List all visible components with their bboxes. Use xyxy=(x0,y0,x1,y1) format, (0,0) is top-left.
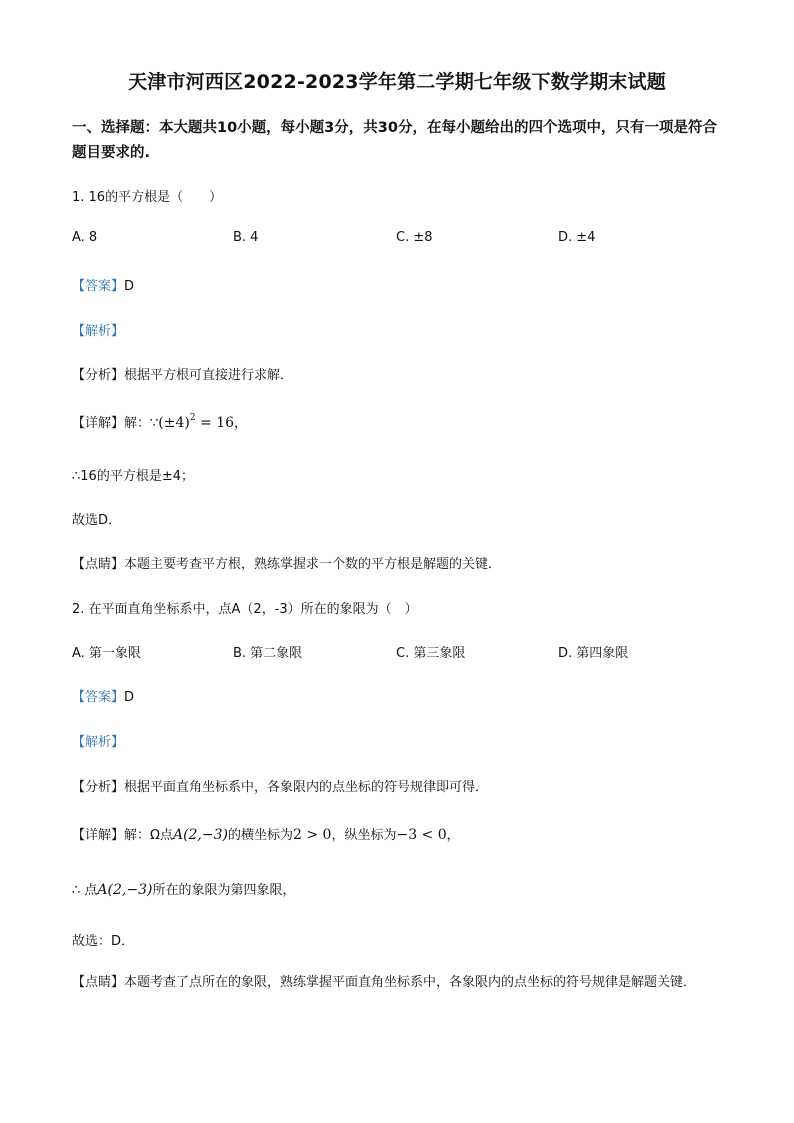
q1-fenxi xyxy=(72,364,293,383)
q2-xiangjie-tag: 【详解】 xyxy=(72,828,125,843)
question-2-stem: 2. 在平面直角坐标系中，点A（2，-3）所在的象限为（ ） xyxy=(72,602,418,617)
q1-fenxi-tag: 【分析】 xyxy=(72,368,125,383)
question-1-stem: 1. 16的平方根是（ ） xyxy=(72,190,223,205)
q2-therefore xyxy=(72,879,295,898)
exam-title: 天津市河西区2022-2023学年第二学期七年级下数学期末试题 xyxy=(128,71,666,93)
q2-dianjing-text: 本题考查了点所在的象限，熟练掌握平面直角坐标系中，各象限内的点坐标的符号规律是解题关键． xyxy=(124,975,697,990)
q1-option-d: D. ±4 xyxy=(558,230,596,245)
q1-choose: 故选D． xyxy=(72,513,122,528)
q2-analysis-tag xyxy=(72,731,124,750)
q2-option-b: B. 第二象限 xyxy=(233,646,303,661)
q2-xiangjie-mid2: ，纵坐标为 xyxy=(331,828,397,843)
q2-therefore-post: 所在的象限为第四象限， xyxy=(152,883,296,898)
q2-dianjing-tag: 【点睛】 xyxy=(72,975,125,990)
q1-answer-value: D xyxy=(124,279,135,294)
q2-choose: 故选：D． xyxy=(72,934,135,949)
q2-xiangjie-pre: 解：Ω点 xyxy=(124,828,173,843)
q2-answer-tag: 【答案】 xyxy=(72,690,125,705)
q2-option-a: A. 第一象限 xyxy=(72,646,141,661)
q1-dianjing xyxy=(72,553,501,572)
q2-option-d: D. 第四象限 xyxy=(558,646,629,661)
q1-xiangjie-end: ， xyxy=(234,416,248,431)
q1-xiangjie-tag: 【详解】 xyxy=(72,416,125,431)
q1-dianjing-text: 本题主要考查平方根，熟练掌握求一个数的平方根是解题的关键． xyxy=(124,557,502,572)
q1-xiangjie-exp: 2 xyxy=(189,413,196,423)
q2-xiangjie-mid1: 的横坐标为 xyxy=(227,828,293,843)
q2-xiangjie-end: ， xyxy=(446,828,460,843)
q1-option-a: A. 8 xyxy=(72,230,98,245)
q2-answer xyxy=(72,686,134,705)
q2-analysis-label: 【解析】 xyxy=(72,735,125,750)
q2-xiangjie xyxy=(72,824,460,843)
section-heading: 一、选择题：本大题共10小题，每小题3分，共30分，在每小题给出的四个选项中，只有一项是符合题目要求的. xyxy=(72,120,717,161)
q2-option-c: C. 第三象限 xyxy=(396,646,466,661)
q1-answer xyxy=(72,275,134,294)
q2-answer-value: D xyxy=(124,690,135,705)
q1-analysis-label: 【解析】 xyxy=(72,324,125,339)
q1-xiangjie-base: (±4) xyxy=(158,415,190,431)
q1-option-b: B. 4 xyxy=(233,230,259,245)
q2-fenxi-tag: 【分析】 xyxy=(72,780,125,795)
q1-fenxi-text: 根据平方根可直接进行求解． xyxy=(124,368,294,383)
q2-xiangjie-point: A(2,−3) xyxy=(172,827,228,843)
q1-xiangjie-rest: = 16 xyxy=(195,415,235,431)
q1-answer-tag: 【答案】 xyxy=(72,279,125,294)
q2-xiangjie-m2: −3 < 0 xyxy=(396,827,447,843)
q2-therefore-point: A(2,−3) xyxy=(97,882,153,898)
q2-fenxi xyxy=(72,776,488,795)
q1-analysis-tag xyxy=(72,320,124,339)
q2-xiangjie-m1: 2 > 0 xyxy=(293,827,332,843)
q2-therefore-pre: ∴ 点 xyxy=(72,883,98,898)
q1-xiangjie xyxy=(72,412,247,431)
q1-dianjing-tag: 【点睛】 xyxy=(72,557,125,572)
q2-dianjing xyxy=(72,968,724,998)
q1-therefore: ∴16的平方根是±4； xyxy=(72,469,194,484)
q1-xiangjie-pre: 解：∵ xyxy=(124,416,159,431)
q2-fenxi-text: 根据平面直角坐标系中，各象限内的点坐标的符号规律即可得． xyxy=(124,780,489,795)
q1-option-c: C. ±8 xyxy=(396,230,433,245)
